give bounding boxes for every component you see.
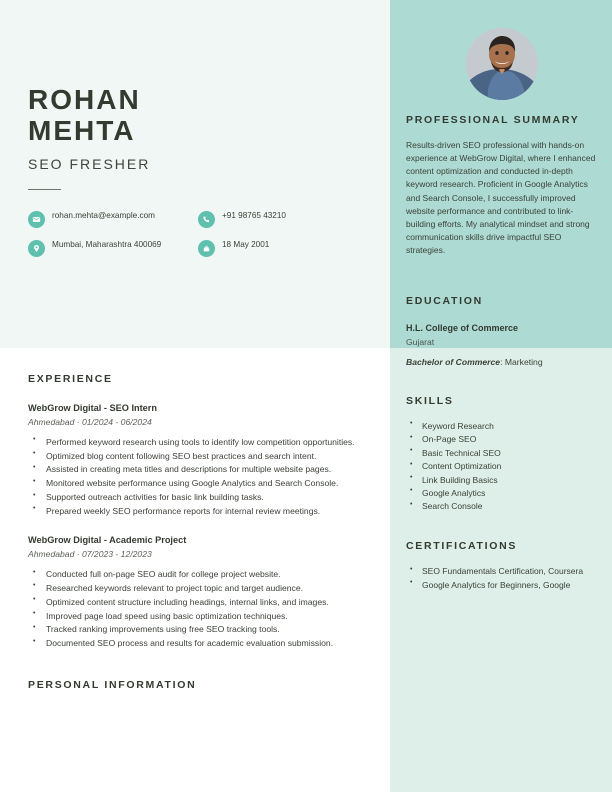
education-title: EDUCATION [406,295,483,308]
main-column [0,348,390,693]
education-section [406,294,596,368]
experience-bullets [28,568,364,650]
list-item: • Google Analytics [406,487,596,500]
contact-list [28,210,368,268]
summary-section [406,113,596,257]
certifications-section [406,539,596,591]
education-degree-name: Bachelor of Commerce [406,356,501,367]
experience-section [28,372,364,650]
list-item: • Supported outreach activities for basic link building tasks. [28,491,364,504]
list-item: • Keyword Research [406,420,596,433]
education-place: Gujarat [406,336,435,347]
list-item: • Researched keywords relevant to project topic and target audience. [28,582,364,595]
experience-entry [28,402,364,518]
list-item: • Search Console [406,500,596,513]
list-item: • Performed keyword research using tools to identify low competition opportunities. [28,436,364,449]
summary-text: Results-driven SEO professional with hands-on experience at WebGrow Digital, where I enhanced content optimization and conducted in-depth keyword research. Proficient in Google Analytics and Search Console, I successfully improved website performance and contributed to link-building efforts. My analytical mindset and strong communication skills drive impactful SEO strategies. [406,139,596,256]
list-item: • Link Building Basics [406,474,596,487]
list-item: • Prepared weekly SEO performance reports for internal review meetings. [28,505,364,518]
birthday-cake-icon [198,240,215,257]
list-item: • Assisted in creating meta titles and descriptions for multiple website pages. [28,463,364,476]
experience-role: WebGrow Digital - Academic Project [28,535,187,546]
contact-email-value: rohan.mehta@example.com [52,211,155,221]
list-item: • Tracked ranking improvements using free SEO tracking tools. [28,623,364,636]
list-item: • Monitored website performance using Google Analytics and Search Console. [28,477,364,490]
list-item: • Documented SEO process and results for academic evaluation submission. [28,637,364,650]
sidebar [390,0,612,792]
certifications-title: CERTIFICATIONS [406,540,518,553]
summary-title: PROFESSIONAL SUMMARY [406,114,580,126]
experience-bullets [28,436,364,518]
envelope-icon [28,211,45,228]
contact-phone-value: +91 98765 43210 [222,211,286,221]
contact-item-birthdate[interactable] [198,239,368,257]
education-school: H.L. College of Commerce [406,323,519,334]
contact-item-email[interactable] [28,210,198,228]
experience-title: EXPERIENCE [28,373,113,385]
list-item: • Improved page load speed using basic optimization techniques. [28,610,364,623]
list-item: • Content Optimization [406,460,596,473]
experience-meta: Ahmedabad · 01/2024 - 06/2024 [28,416,152,427]
experience-meta: Ahmedabad · 07/2023 - 12/2023 [28,549,152,560]
experience-role: WebGrow Digital - SEO Intern [28,402,157,413]
header-left [0,0,390,348]
list-item: • Optimized content structure including headings, internal links, and images. [28,596,364,609]
contact-birthdate-value: 18 May 2001 [222,240,270,250]
title-divider [28,189,61,191]
contact-item-phone[interactable] [198,210,368,228]
list-item: • Conducted full on-page SEO audit for college project website. [28,568,364,581]
skills-title: SKILLS [406,395,454,408]
contact-location-value: Mumbai, Maharashtra 400069 [52,240,162,250]
list-item: • Optimized blog content following SEO best practices and search intent. [28,450,364,463]
phone-icon [198,211,215,228]
list-item: • On-Page SEO [406,433,596,446]
experience-entry [28,534,364,650]
skills-section [406,394,596,513]
certifications-list [406,565,596,591]
job-title: SEO FRESHER [28,155,151,172]
education-degree [406,356,596,368]
name-line-1: ROHAN [28,84,141,115]
page-title [28,84,362,147]
list-item: • Basic Technical SEO [406,447,596,460]
personal-information-section [28,678,364,693]
skills-list [406,420,596,513]
name-line-2: MEHTA [28,115,136,147]
location-pin-icon [28,240,45,257]
contact-item-location[interactable] [28,239,198,257]
list-item: • SEO Fundamentals Certification, Coursera [406,565,596,578]
list-item: • Google Analytics for Beginners, Google [406,579,596,592]
personal-information-title: PERSONAL INFORMATION [28,679,197,692]
education-degree-field: : Marketing [500,356,543,367]
